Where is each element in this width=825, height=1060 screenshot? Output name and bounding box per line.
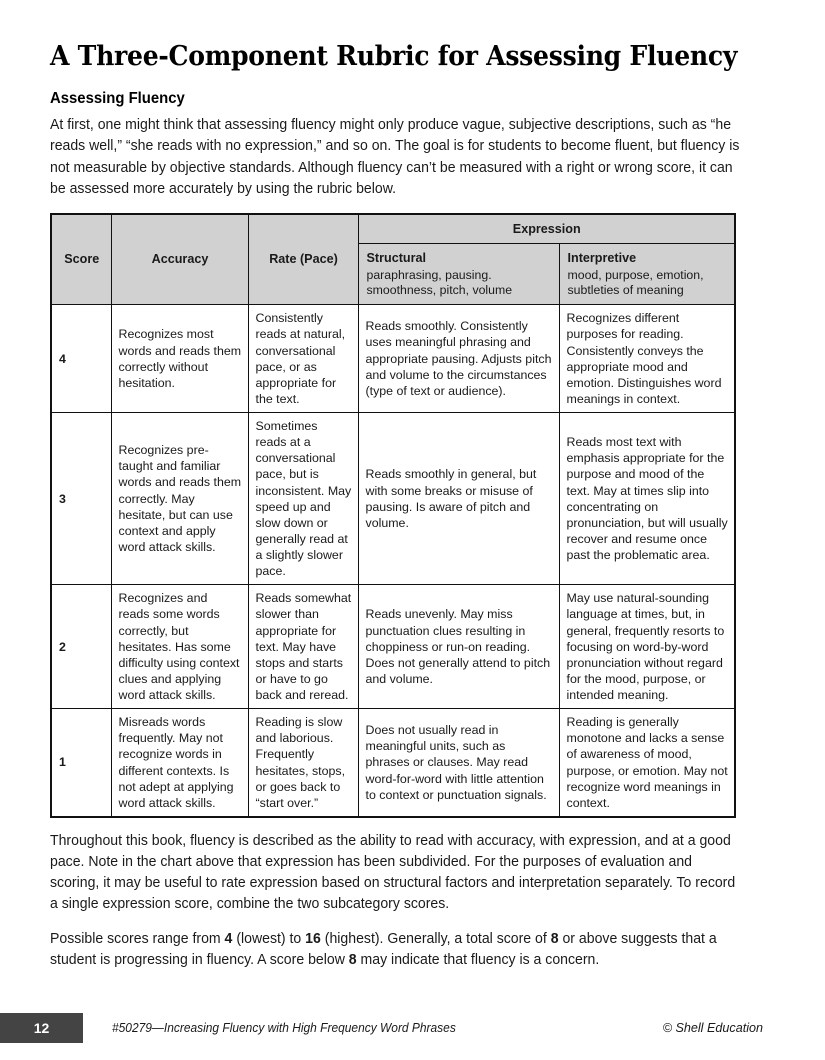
table-row [51, 413, 735, 585]
cell-rate: Sometimes reads at a conversational pace, but is inconsistent. May speed up and slow down or generally read at a slightly slower pace. [248, 413, 358, 585]
interpretive-title: Interpretive [567, 251, 637, 266]
cell-score: 4 [51, 305, 111, 413]
cell-accuracy: Recognizes pre-taught and familiar words and reads them correctly. May hesitate, but can use context and apply word attack skills. [111, 413, 248, 585]
col-header-accuracy: Accuracy [111, 214, 248, 305]
cell-interpretive: Reading is generally monotone and lacks a sense of awareness of mood, purpose, or emotion. May not recognize word meanings in context. [559, 709, 735, 817]
cell-accuracy: Recognizes and reads some words correctly, but hesitates. Has some difficulty using context clues and applying word attack skills. [111, 585, 248, 709]
cell-score: 3 [51, 413, 111, 585]
cell-rate: Reads somewhat slower than appropriate for text. May have stops and starts or have to go back and reread. [248, 585, 358, 709]
cell-interpretive: Reads most text with emphasis appropriate for the purpose and mood of the text. May at times slip into concentrating on pronunciation, but will usually recover and resume once past the problematic area. [559, 413, 735, 585]
score-highest-value: 16 [305, 930, 321, 947]
table-row [51, 585, 735, 709]
interpretive-desc: mood, purpose, emotion, subtleties of meaning [567, 267, 704, 297]
page-content [50, 42, 740, 984]
structural-desc: paraphrasing, pausing. smoothness, pitch, volume [366, 267, 513, 297]
cell-score: 2 [51, 585, 111, 709]
col-header-structural [358, 244, 559, 305]
cell-rate: Consistently reads at natural, conversational pace, or as appropriate for the text. [248, 305, 358, 413]
cell-structural: Reads smoothly. Consistently uses meaningful phrasing and appropriate pausing. Adjusts pitch and volume to the circumstances (type of text or audience). [358, 305, 559, 413]
cell-accuracy: Recognizes most words and reads them correctly without hesitation. [111, 305, 248, 413]
col-header-rate: Rate (Pace) [248, 214, 358, 305]
footer-copyright: © Shell Education [662, 1021, 763, 1035]
structural-title: Structural [366, 251, 426, 266]
cell-interpretive: May use natural-sounding language at times, but, in general, frequently resorts to focusing on word-by-word pronunciation without regard for the mood, purpose, or intended meaning. [559, 585, 735, 709]
page-number-badge: 12 [0, 1013, 83, 1043]
table-header-row-top [51, 214, 735, 244]
cell-interpretive: Recognizes different purposes for reading. Consistently conveys the appropriate mood and emotion. Distinguishes word meanings in context. [559, 305, 735, 413]
page-title: A Three-Component Rubric for Assessing Fluency [50, 41, 738, 72]
col-header-expression-group: Expression [358, 214, 735, 244]
col-header-score: Score [51, 214, 111, 305]
footer-divider [0, 1011, 825, 1012]
table-body [51, 305, 735, 817]
score-range-text-c: (lowest) to [232, 930, 306, 947]
page-footer [0, 1011, 825, 1045]
table-row [51, 305, 735, 413]
footer-book-title: #50279—Increasing Fluency with High Frequency Word Phrases [112, 1021, 456, 1035]
cell-structural: Reads smoothly in general, but with some breaks or misuse of pausing. Is aware of pitch and volume. [358, 413, 559, 585]
rubric-table-wrapper [50, 213, 740, 818]
closing-paragraph-2 [50, 929, 740, 971]
cell-score: 1 [51, 709, 111, 817]
fluency-rubric-table [50, 213, 736, 818]
score-threshold-value-2: 8 [348, 951, 357, 968]
cell-structural: Reads unevenly. May miss punctuation clues resulting in choppiness or run-on reading. Does not generally attend to pitch and volume. [358, 585, 559, 709]
intro-paragraph: At first, one might think that assessing fluency might only produce vague, subjective descriptions, such as “he reads well,” “she reads with no expression,” and so on. The goal is for students to become fluent, but fluency is not measurable by objective standards. Although fluency can’t be measured with a right or wrong score, it can be assessed more accurately by using the rubric below. [50, 117, 740, 197]
section-heading: Assessing Fluency [50, 90, 185, 108]
score-threshold-value: 8 [550, 930, 559, 947]
table-row [51, 709, 735, 817]
cell-accuracy: Misreads words frequently. May not recognize words in different contexts. Is not adept at applying word attack skills. [111, 709, 248, 817]
score-range-text-e: (highest). Generally, a total score of [320, 930, 551, 947]
cell-rate: Reading is slow and laborious. Frequently hesitates, stops, or goes back to “start over.” [248, 709, 358, 817]
score-range-text-a: Possible scores range from [50, 930, 225, 947]
col-header-interpretive [559, 244, 735, 305]
score-lowest-value: 4 [224, 930, 233, 947]
score-range-text-g: or above suggests that a student is progressing in fluency. A score below [50, 930, 717, 968]
cell-structural: Does not usually read in meaningful units, such as phrases or clauses. May read word-for-word with little attention to context or punctuation signals. [358, 709, 559, 817]
table-head [51, 214, 735, 305]
closing-paragraph-1: Throughout this book, fluency is described as the ability to read with accuracy, with expression, and at a good pace. Note in the chart above that expression has been subdivided. For the purposes of evaluation and scoring, it may be useful to rate expression based on structural factors and interpretation separately. To record a single expression score, combine the two subcategory scores. [50, 832, 736, 913]
score-range-text-i: may indicate that fluency is a concern. [356, 951, 600, 968]
